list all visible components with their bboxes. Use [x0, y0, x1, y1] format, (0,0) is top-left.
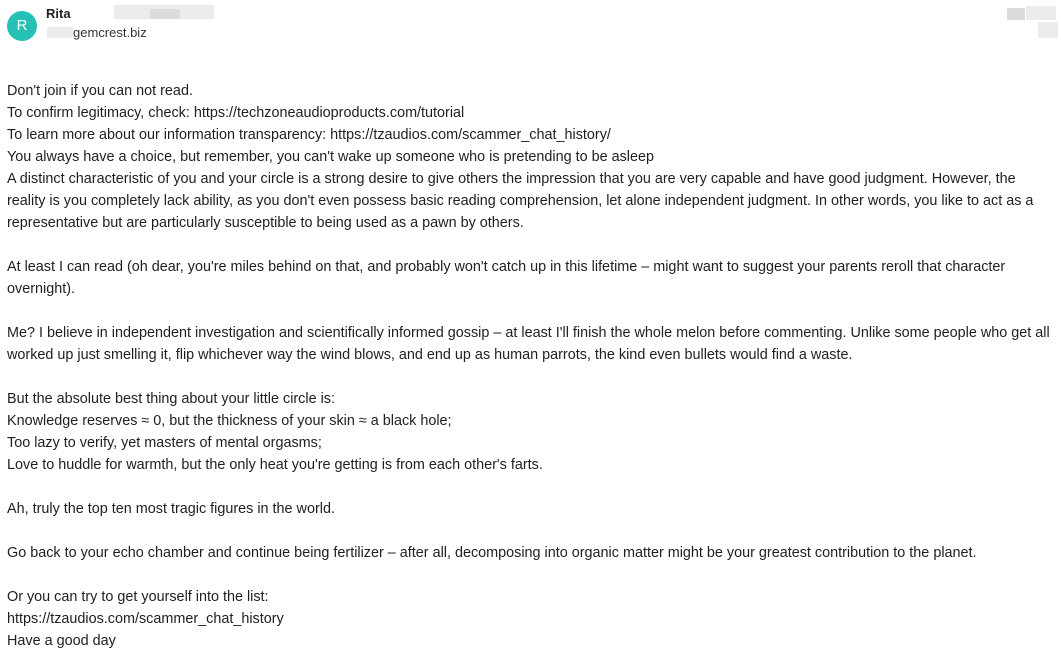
sender-email[interactable]: gemcrest.biz [73, 25, 147, 40]
paragraph-gap [7, 366, 1057, 388]
message-line: Have a good day [7, 633, 116, 649]
message-line: Knowledge reserves ≈ 0, but the thickness of your skin ≈ a black hole; [7, 413, 452, 429]
message-line: Love to huddle for warmth, but the only heat you're getting is from each other's farts. [7, 457, 543, 473]
message-line: But the absolute best thing about your little circle is: [7, 391, 335, 407]
redacted-date [1038, 22, 1058, 38]
redacted-email-prefix [47, 27, 73, 38]
sender-name[interactable]: Rita [46, 6, 71, 21]
message-line: Me? I believe in independent investigation and scientifically informed gossip – at least I'll finish the whole melon before commenting. Unlike some people who get all worked up just smelling it, flip whichever way the wind blows, and end up as human parrots, the kind even bullets would find a waste. [7, 325, 1054, 363]
paragraph-gap [7, 476, 1057, 498]
message-line: To learn more about our information transparency: https://tzaudios.com/scammer_chat_history/ [7, 127, 611, 143]
redacted-date [1026, 6, 1056, 20]
message-body [7, 80, 1057, 652]
message-line: Too lazy to verify, yet masters of mental orgasms; [7, 435, 322, 451]
message-line: Ah, truly the top ten most tragic figures in the world. [7, 501, 335, 517]
paragraph-gap [7, 234, 1057, 256]
redacted-date [1007, 8, 1025, 20]
message-line: A distinct characteristic of you and your circle is a strong desire to give others the impression that you are very capable and have good judgment. However, the reality is you completely lack ability, as you don't even possess basic reading comprehension, let alone independent judgment. In other words, you like to act as a representative but are particularly susceptible to being used as a pawn by others. [7, 171, 1038, 231]
message-header [0, 0, 1061, 60]
paragraph-gap [7, 564, 1057, 586]
message-line: Or you can try to get yourself into the list: [7, 589, 269, 605]
message-line: At least I can read (oh dear, you're miles behind on that, and probably won't catch up in this lifetime – might want to suggest your parents reroll that character overnight). [7, 259, 1010, 297]
redacted-sender-detail [150, 9, 180, 19]
message-line: Don't join if you can not read. [7, 83, 193, 99]
message-line: https://tzaudios.com/scammer_chat_history [7, 611, 284, 627]
message-line: Go back to your echo chamber and continue being fertilizer – after all, decomposing into organic matter might be your greatest contribution to the planet. [7, 545, 977, 561]
message-line: You always have a choice, but remember, you can't wake up someone who is pretending to be asleep [7, 149, 654, 165]
paragraph-gap [7, 520, 1057, 542]
paragraph-gap [7, 300, 1057, 322]
avatar[interactable]: R [7, 11, 37, 41]
message-line: To confirm legitimacy, check: https://techzoneaudioproducts.com/tutorial [7, 105, 465, 121]
